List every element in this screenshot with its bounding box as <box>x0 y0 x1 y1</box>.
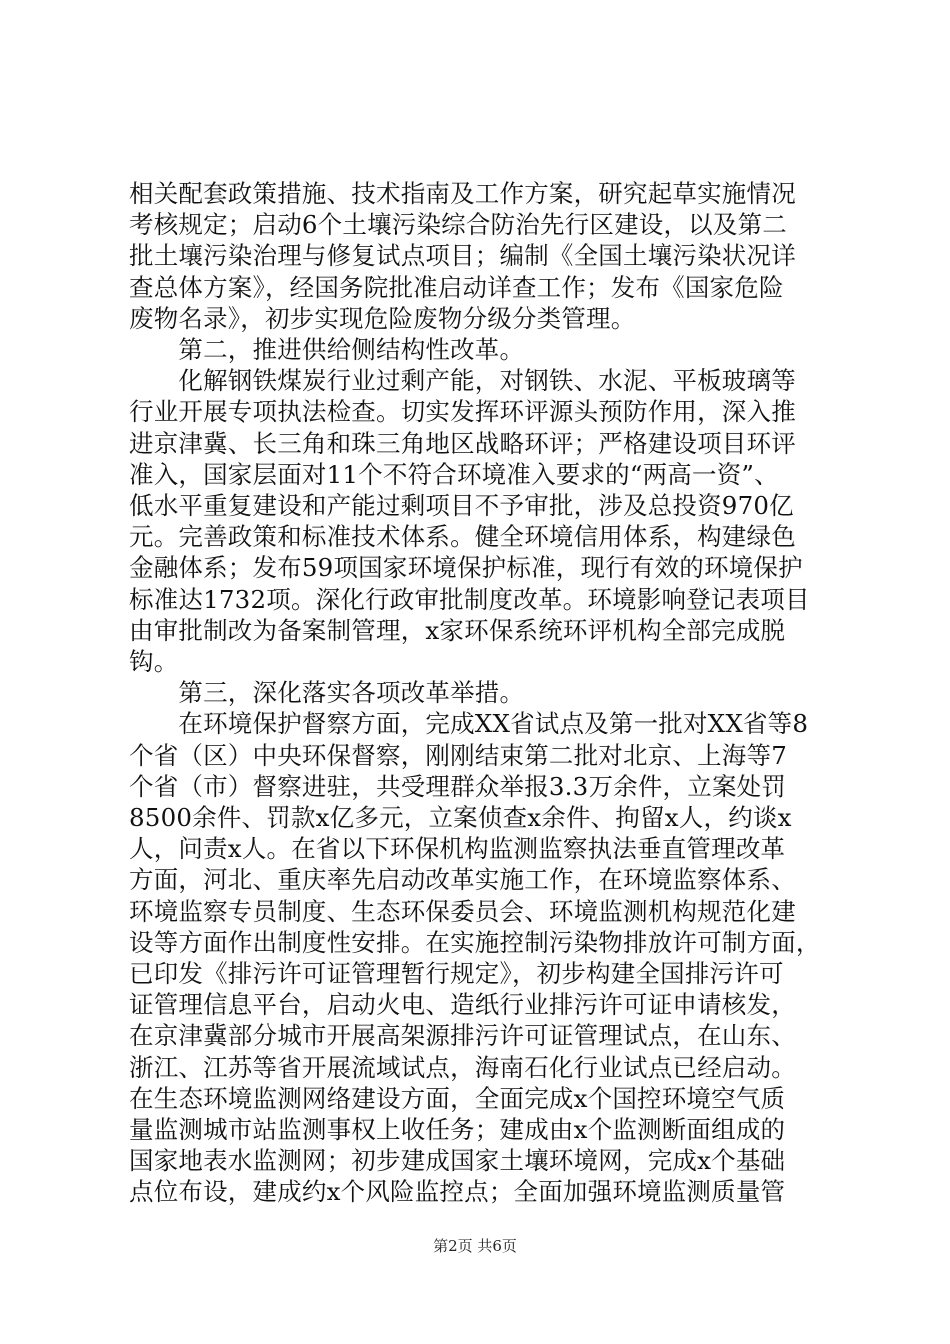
text-line-9: 进京津冀、长三角和珠三角地区战略环评；严格建设项目环评 <box>129 428 796 458</box>
text-line-26: 已印发《排污许可证管理暂行规定》，初步构建全国排污许可 <box>129 959 784 988</box>
text-line-16: 钩。 <box>129 647 179 676</box>
text-line-3: 批土壤污染治理与修复试点项目；编制《全国土壤污染状况详 <box>129 241 796 271</box>
text-line-1: 相关配套政策措施、技术指南及工作方案，研究起草实施情况 <box>129 179 796 208</box>
text-line-19: 个省（区）中央环保督察，刚刚结束第二批对北京、上海等7 <box>129 740 787 770</box>
text-line-23: 方面，河北、重庆率先启动改革实施工作，在环境监察体系、 <box>129 865 796 895</box>
text-line-5: 废物名录》，初步实现危险废物分级分类管理。 <box>129 303 636 333</box>
text-line-22: 人，问责x人。在省以下环保机构监测监察执法垂直管理改革 <box>129 834 786 864</box>
text-line-13: 金融体系；发布59项国家环境保护标准，现行有效的环境保护 <box>129 553 803 583</box>
page-footer: 第2页 共6页 <box>433 1237 517 1255</box>
text-line-20: 个省（市）督察进驻，共受理群众举报3.3万余件，立案处罚 <box>129 771 787 801</box>
text-line-21: 8500余件、罚款x亿多元，立案侦查x余件、拘留x人，约谈x <box>129 803 792 832</box>
text-line-12: 元。完善政策和标准技术体系。健全环境信用体系，构建绿色 <box>129 522 796 552</box>
text-line-17: 第三，深化落实各项改革举措。 <box>129 678 525 708</box>
text-line-24: 环境监察专员制度、生态环保委员会、环境监测机构规范化建 <box>129 896 796 926</box>
text-line-31: 量监测城市站监测事权上收任务；建成由x个监测断面组成的 <box>129 1115 786 1144</box>
text-line-11: 低水平重复建设和产能过剩项目不予审批，涉及总投资970亿 <box>129 491 794 520</box>
text-line-28: 在京津冀部分城市开展高架源排污许可证管理试点，在山东、 <box>129 1021 796 1051</box>
text-line-18: 在环境保护督察方面，完成XX省试点及第一批对XX省等8 <box>129 709 809 739</box>
text-line-27: 证管理信息平台，启动火电、造纸行业排污许可证申请核发， <box>129 990 796 1020</box>
text-line-7: 化解钢铁煤炭行业过剩产能，对钢铁、水泥、平板玻璃等 <box>129 366 796 396</box>
text-line-32: 国家地表水监测网；初步建成国家土壤环境网，完成x个基础 <box>129 1146 786 1176</box>
text-line-33: 点位布设，建成约x个风险监控点；全面加强环境监测质量管 <box>129 1177 786 1207</box>
text-line-6: 第二，推进供给侧结构性改革。 <box>129 335 525 364</box>
text-line-25: 设等方面作出制度性安排。在实施控制污染物排放许可制方面， <box>129 927 821 957</box>
text-line-15: 由审批制改为备案制管理，x家环保系统环评机构全部完成脱 <box>129 615 786 645</box>
text-line-10: 准入，国家层面对11个不符合环境准入要求的“两高一资”、 <box>129 459 779 489</box>
text-line-4: 查总体方案》，经国务院批准启动详查工作；发布《国家危险 <box>129 272 784 302</box>
text-line-14: 标准达1732项。深化行政审批制度改革。环境影响登记表项目 <box>129 584 810 614</box>
text-line-29: 浙江、江苏等省开展流域试点，海南石化行业试点已经启动。 <box>129 1052 796 1082</box>
text-line-8: 行业开展专项执法检查。切实发挥环评源头预防作用，深入推 <box>129 397 796 427</box>
text-line-2: 考核规定；启动6个土壤污染综合防治先行区建设，以及第二 <box>129 210 787 240</box>
text-line-30: 在生态环境监测网络建设方面，全面完成x个国控环境空气质 <box>129 1083 786 1113</box>
